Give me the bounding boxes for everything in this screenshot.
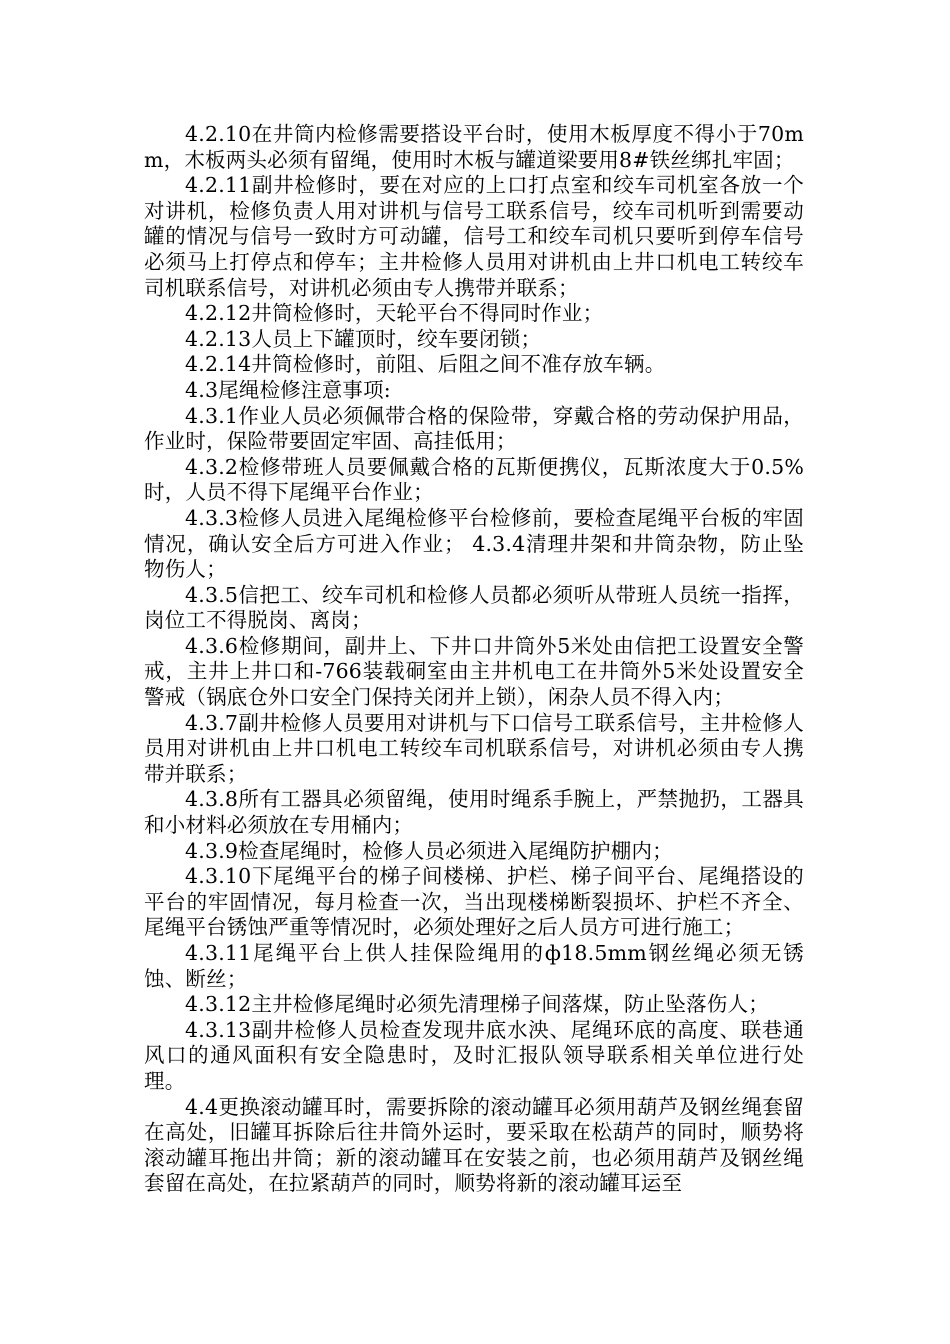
paragraph-4-3-11: 4.3.11尾绳平台上供人挂保险绳用的ф18.5mm钢丝绳必须无锈蚀、断丝； <box>144 941 804 991</box>
paragraph-4-3-1: 4.3.1作业人员必须佩带合格的保险带，穿戴合格的劳动保护用品，作业时，保险带要固定牢固、高挂低用； <box>144 403 804 454</box>
paragraph-4-2-10: 4.2.10在井筒内检修需要搭设平台时，使用木板厚度不得小于70mm，木板两头必须有留绳，使用时木板与罐道梁要用8#铁丝绑扎牢固； <box>144 122 804 172</box>
paragraph-4-4: 4.4更换滚动罐耳时，需要拆除的滚动罐耳必须用葫芦及钢丝绳套留在高处，旧罐耳拆除后往井筒外运时，要采取在松葫芦的同时，顺势将滚动罐耳拖出井筒；新的滚动罐耳在安装之前，也必须用葫芦及钢丝绳套留在高处，在拉紧葫芦的同时，顺势将新的滚动罐耳运至 <box>144 1094 804 1196</box>
paragraph-4-3-8: 4.3.8所有工器具必须留绳，使用时绳系手腕上，严禁抛扔，工器具和小材料必须放在专用桶内； <box>144 787 804 838</box>
paragraph-4-3-13: 4.3.13副井检修人员检查发现井底水泱、尾绳环底的高度、联巷通风口的通风面积有安全隐患时，及时汇报队领导联系相关单位进行处理。 <box>144 1017 804 1093</box>
paragraph-4-3-5: 4.3.5信把工、绞车司机和检修人员都必须听从带班人员统一指挥，岗位工不得脱岗、离岗； <box>144 582 804 633</box>
paragraph-4-3-3: 4.3.3检修人员进入尾绳检修平台检修前，要检查尾绳平台板的牢固情况，确认安全后方可进入作业； 4.3.4清理井架和井筒杂物，防止坠物伤人； <box>144 505 804 582</box>
paragraph-4-3-7: 4.3.7副井检修人员要用对讲机与下口信号工联系信号，主井检修人员用对讲机由上井口机电工转绞车司机联系信号，对讲机必须由专人携带并联系； <box>144 710 804 786</box>
paragraph-4-3-9: 4.3.9检查尾绳时，检修人员必须进入尾绳防护棚内； <box>185 838 673 863</box>
paragraph-4-2-11: 4.2.11副井检修时，要在对应的上口打点室和绞车司机室各放一个对讲机，检修负责人用对讲机与信号工联系信号，绞车司机听到需要动罐的情况与信号一致时方可动罐，信号工和绞车司机只要听到停车信号必须马上打停点和停车；主井检修人员用对讲机由上井口机电工转绞车司机联系信号，对讲机必须由专人携带并联系； <box>144 173 804 300</box>
section-heading-4-3: 4.3尾绳检修注意事项: <box>185 377 391 402</box>
paragraph-4-3-12: 4.3.12主井检修尾绳时必须先清理梯子间落煤，防止坠落伤人； <box>185 992 769 1017</box>
paragraph-4-2-13: 4.2.13人员上下罐顶时，绞车要闭锁； <box>185 326 542 351</box>
paragraph-4-3-6: 4.3.6检修期间，副井上、下井口井筒外5米处由信把工设置安全警戒，主井上井口和-766装载硐室由主井机电工在井筒外5米处设置安全警戒（锅底仓外口安全门保持关闭并上锁），闲杂人员不得入内； <box>144 633 804 710</box>
paragraph-4-3-2: 4.3.2检修带班人员要佩戴合格的瓦斯便携仪，瓦斯浓度大于0.5%时，人员不得下尾绳平台作业； <box>144 454 804 505</box>
paragraph-4-2-14: 4.2.14井筒检修时，前阻、后阻之间不准存放车辆。 <box>185 352 666 377</box>
document-body <box>144 122 804 1197</box>
paragraph-4-2-12: 4.2.12井筒检修时，天轮平台不得同时作业； <box>185 301 604 326</box>
paragraph-4-3-10: 4.3.10下尾绳平台的梯子间楼梯、护栏、梯子间平台、尾绳搭设的平台的牢固情况，每月检查一次，当出现楼梯断裂损坏、护栏不齐全、尾绳平台锈蚀严重等情况时，必须处理好之后人员方可进行施工； <box>144 864 804 940</box>
